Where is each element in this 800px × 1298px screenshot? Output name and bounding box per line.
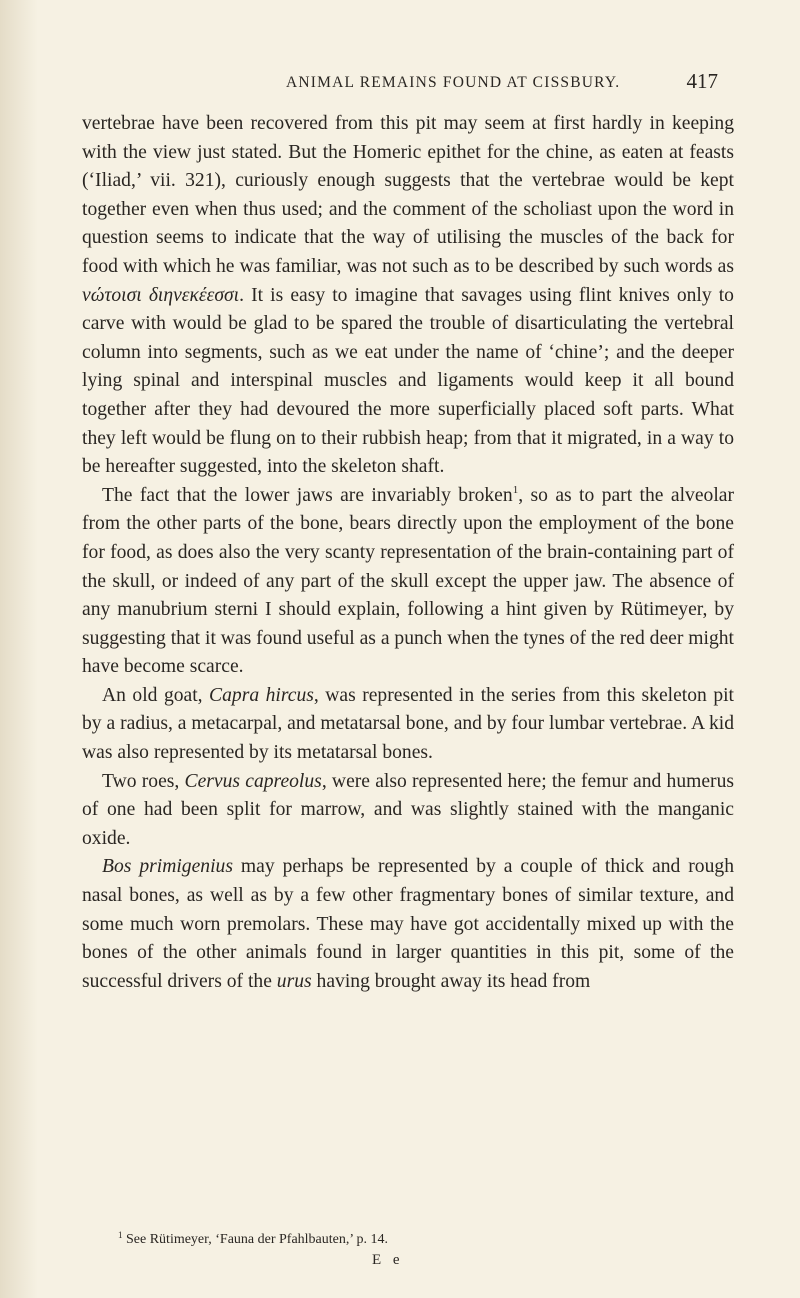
- greek-phrase: νώτοισι διηνεκέεσσι: [82, 284, 240, 306]
- page-header: [286, 69, 718, 93]
- text-run: , was represented in the series from this skeleton pit by a radius, a metacarpal, and metatarsal bone, and by four lumbar vertebrae. A kid was also represented by its metatarsal bones.: [82, 684, 734, 764]
- text-run: vertebrae have been recovered from this pit may seem at first hardly in keeping with the view just stated. But the Homeric epithet for the chine, as eaten at feasts (‘Iliad,’ vii. 321), curiously enough suggests that the vertebrae would be kept together even when thus used; and the comment of the scholiast upon the word in question seems to indicate that the way of utilising the muscles of the back for food with which he was familiar, was not such as to be described by such words as: [82, 113, 734, 277]
- text-run: may perhaps be represented by a couple of thick and rough nasal bones, as well as by a few other fragmentary bones of similar texture, and some much worn premolars. These may have got accidentally mixed up with the bones of the other animals found in larger quantities in this pit, some of the successful drivers of the: [82, 856, 734, 992]
- italic-term: Capra hircus: [209, 684, 314, 706]
- italic-term: Cervus capreolus: [184, 770, 322, 792]
- text-run: The fact that the lower jaws are invariably broken: [102, 484, 513, 506]
- italic-term: Bos primigenius: [102, 856, 233, 878]
- text-run: , were also represented here; the femur and humerus of one had been split for marrow, and was slightly stained with the manganic oxide.: [82, 770, 734, 849]
- page-number: 417: [686, 69, 718, 93]
- page-edge-shadow: [0, 0, 38, 1298]
- paragraph: [82, 110, 734, 482]
- footnote: [118, 1231, 718, 1249]
- footnote-marker: 1: [118, 1230, 123, 1240]
- text-run: , so as to part the alveolar from the other parts of the bone, bears directly upon the employment of the bone for food, as does also the very scanty representation of the brain-containing part of the skull, or indeed of any part of the skull except the upper jaw. The absence of any manubrium sterni I should explain, following a hint given by Rütimeyer, by suggesting that it was found useful as a punch when the tynes of the red deer might have become scarce.: [82, 484, 734, 678]
- signature-mark: E e: [372, 1252, 404, 1268]
- italic-term: urus: [276, 970, 312, 992]
- text-run: . It is easy to imagine that savages using flint knives only to carve with would be glad to be spared the trouble of disarticulating the vertebral column into segments, such as we eat under the name of ‘chine’; and the deeper lying spinal and interspinal muscles and ligaments would keep it all bound together after they had devoured the more superficially placed soft parts. What they left would be flung on to their rubbish heap; from that it migrated, in a way to be hereafter suggested, into the skeleton shaft.: [82, 284, 734, 478]
- paragraph: [82, 682, 734, 768]
- body-text: [82, 110, 734, 996]
- paragraph: [82, 853, 734, 996]
- text-run: An old goat,: [102, 684, 210, 706]
- text-run: having brought away its head from: [311, 970, 591, 992]
- footnote-reference: 1: [512, 483, 519, 496]
- paragraph: [82, 768, 734, 854]
- text-run: Two roes,: [102, 770, 185, 792]
- footnote-text: See Rütimeyer, ‘Fauna der Pfahlbauten,’ p. 14.: [126, 1232, 388, 1247]
- running-title: ANIMAL REMAINS FOUND AT CISSBURY.: [286, 74, 621, 91]
- paragraph: [82, 482, 734, 682]
